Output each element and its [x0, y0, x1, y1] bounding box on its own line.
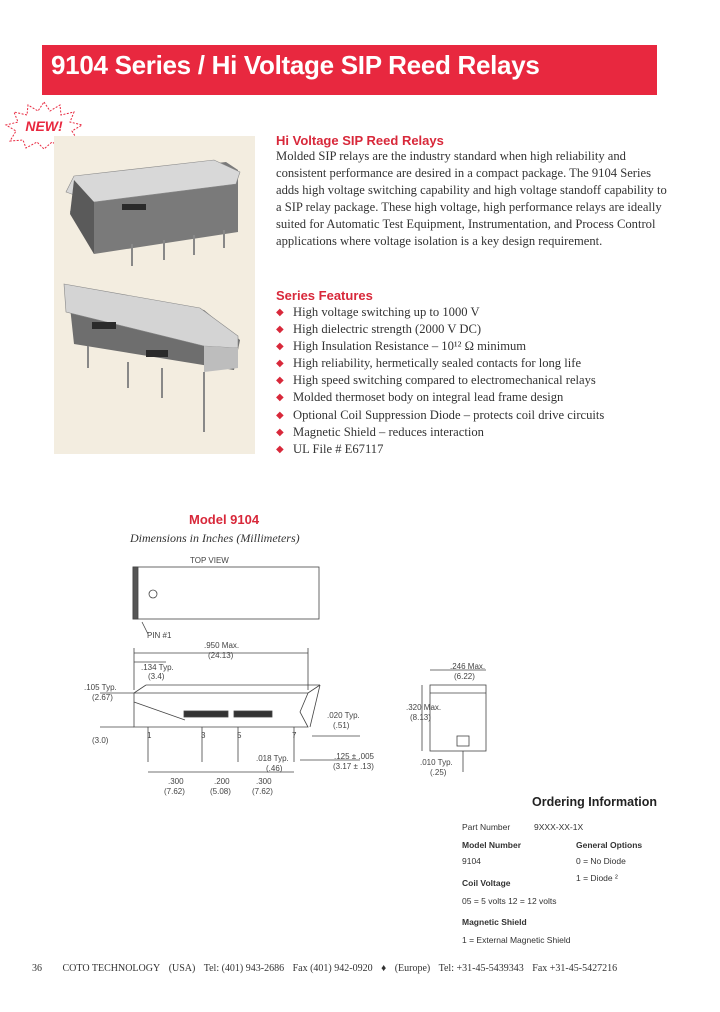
dim-pin-width: .018 Typ.: [256, 754, 289, 763]
diamond-bullet-icon: ◆: [276, 324, 284, 336]
dim-spacing-3-mm: (7.62): [252, 787, 273, 796]
diamond-bullet-icon: ◆: [276, 375, 284, 387]
pin-number-3: 3: [201, 731, 206, 740]
diamond-bullet-icon: ◆: [276, 392, 284, 404]
dim-pin-width-mm: (.46): [266, 764, 283, 773]
general-options-label: General Options: [576, 840, 643, 850]
diamond-bullet-icon: ◆: [276, 341, 284, 353]
page-footer: [32, 963, 623, 974]
top-view-edge: [133, 567, 138, 619]
footer-europe-label: (Europe): [394, 963, 431, 974]
side-label-1: [184, 711, 228, 717]
part-number-value: 9XXX-XX-1X: [534, 822, 584, 832]
side-view-body: [134, 693, 308, 727]
footer-usa-label: (USA): [168, 963, 196, 974]
magnetic-shield-label: Magnetic Shield: [462, 917, 527, 927]
dim-spacing-1: .300: [168, 777, 184, 786]
coil-voltage-label: Coil Voltage: [462, 878, 511, 888]
dim-base-height-mm: (3.0): [92, 736, 109, 745]
feature-item: ◆ High Insulation Resistance – 10¹² Ω minimum: [276, 338, 604, 355]
dim-side-offset: .134 Typ.: [141, 663, 174, 672]
footer-europe-fax: Fax +31-45-5427216: [532, 963, 618, 974]
new-badge-text: NEW!: [25, 118, 63, 134]
magnetic-shield-value: 1 = External Magnetic Shield: [462, 935, 571, 945]
relay-photo-image: [54, 136, 255, 454]
pin-number-7: 7: [292, 731, 297, 740]
pin-number-1: 1: [147, 731, 152, 740]
product-photo: [54, 136, 255, 454]
dim-thickness-mm: (.51): [333, 721, 350, 730]
end-view-body: [430, 685, 486, 751]
dim-left-height-mm: (2.67): [92, 693, 113, 702]
diamond-bullet-icon: ◆: [276, 409, 284, 421]
dim-lead-length-mm: (.25): [430, 768, 447, 777]
general-option-0: 0 = No Diode: [576, 856, 626, 866]
pin1-marker: [149, 590, 157, 598]
feature-item: ◆ Molded thermoset body on integral lead frame design: [276, 389, 604, 406]
pin1-label: PIN #1: [147, 631, 172, 640]
dim-spacing-2: .200: [214, 777, 230, 786]
diamond-bullet-icon: ◆: [276, 426, 284, 438]
dim-pin-pitch-mm: (3.17 ± .13): [333, 762, 374, 771]
feature-item: ◆ Optional Coil Suppression Diode – protects coil drive circuits: [276, 407, 604, 424]
dim-spacing-3: .300: [256, 777, 272, 786]
dim-length: .950 Max.: [204, 641, 240, 650]
top-view-outline: [133, 567, 319, 619]
diamond-bullet-icon: ◆: [276, 307, 284, 318]
feature-item: ◆ High reliability, hermetically sealed contacts for long life: [276, 355, 604, 372]
dim-thickness: .020 Typ.: [327, 711, 360, 720]
features-heading: Series Features: [276, 288, 373, 303]
general-option-1: 1 = Diode ²: [576, 873, 618, 883]
footer-usa-fax: Fax (401) 942-0920: [292, 963, 373, 974]
coil-voltage-value: 05 = 5 volts 12 = 12 volts: [462, 896, 557, 906]
diamond-bullet-icon: ◆: [276, 443, 284, 455]
dim-spacing-1-mm: (7.62): [164, 787, 185, 796]
dim-lead-length: .010 Typ.: [420, 758, 453, 767]
model-number-label: Model Number: [462, 840, 522, 850]
dim-width: .246 Max.: [450, 662, 486, 671]
footer-separator: ♦: [381, 963, 387, 974]
feature-item: ◆ UL File # E67117: [276, 441, 604, 458]
feature-item: ◆ High voltage switching up to 1000 V: [276, 304, 604, 321]
model-number-value: 9104: [462, 856, 481, 866]
dim-left-height: .105 Typ.: [84, 683, 117, 692]
model-title: Model 9104: [189, 512, 260, 527]
pin-number-5: 5: [237, 731, 242, 740]
feature-item: ◆ High speed switching compared to electromechanical relays: [276, 372, 604, 389]
feature-item: ◆ Magnetic Shield – reduces interaction: [276, 424, 604, 441]
feature-item: ◆ High dielectric strength (2000 V DC): [276, 321, 604, 338]
diamond-bullet-icon: ◆: [276, 358, 284, 370]
dim-length-mm: (24.13): [208, 651, 234, 660]
intro-heading: Hi Voltage SIP Reed Relays: [276, 133, 444, 148]
page-title: 9104 Series / Hi Voltage SIP Reed Relays: [51, 50, 540, 80]
dim-width-mm: (6.22): [454, 672, 475, 681]
footer-europe-tel: Tel: +31-45-5439343: [438, 963, 524, 974]
dim-height: .320 Max.: [406, 703, 442, 712]
intro-paragraph: Molded SIP relays are the industry standard when high reliability and consistent performance are desired in a compact package. The 9104 Series adds high voltage switching capability and high voltage standoff capability to a SIP relay package. These high voltage, high performance relays are ideally suited for Automatic Test Equipment, Instrumentation, and Process Control applications where voltage isolation is a key design requirement.: [276, 149, 667, 248]
footer-company: COTO TECHNOLOGY: [62, 963, 161, 974]
page-number: 36: [32, 963, 42, 974]
footer-usa-tel: Tel: (401) 943-2686: [203, 963, 285, 974]
ordering-title: Ordering Information: [532, 795, 657, 809]
dim-spacing-2-mm: (5.08): [210, 787, 231, 796]
part-number-label: Part Number: [462, 822, 511, 832]
dim-height-mm: (8.13): [410, 713, 431, 722]
dim-pin-pitch: .125 ± .005: [334, 752, 374, 761]
end-view-tab: [457, 736, 469, 746]
top-view-label: TOP VIEW: [190, 556, 229, 565]
side-label-2: [234, 711, 272, 717]
dimensions-caption: Dimensions in Inches (Millimeters): [130, 531, 300, 545]
features-list: [276, 304, 604, 458]
dim-side-offset-mm: (3.4): [148, 672, 165, 681]
